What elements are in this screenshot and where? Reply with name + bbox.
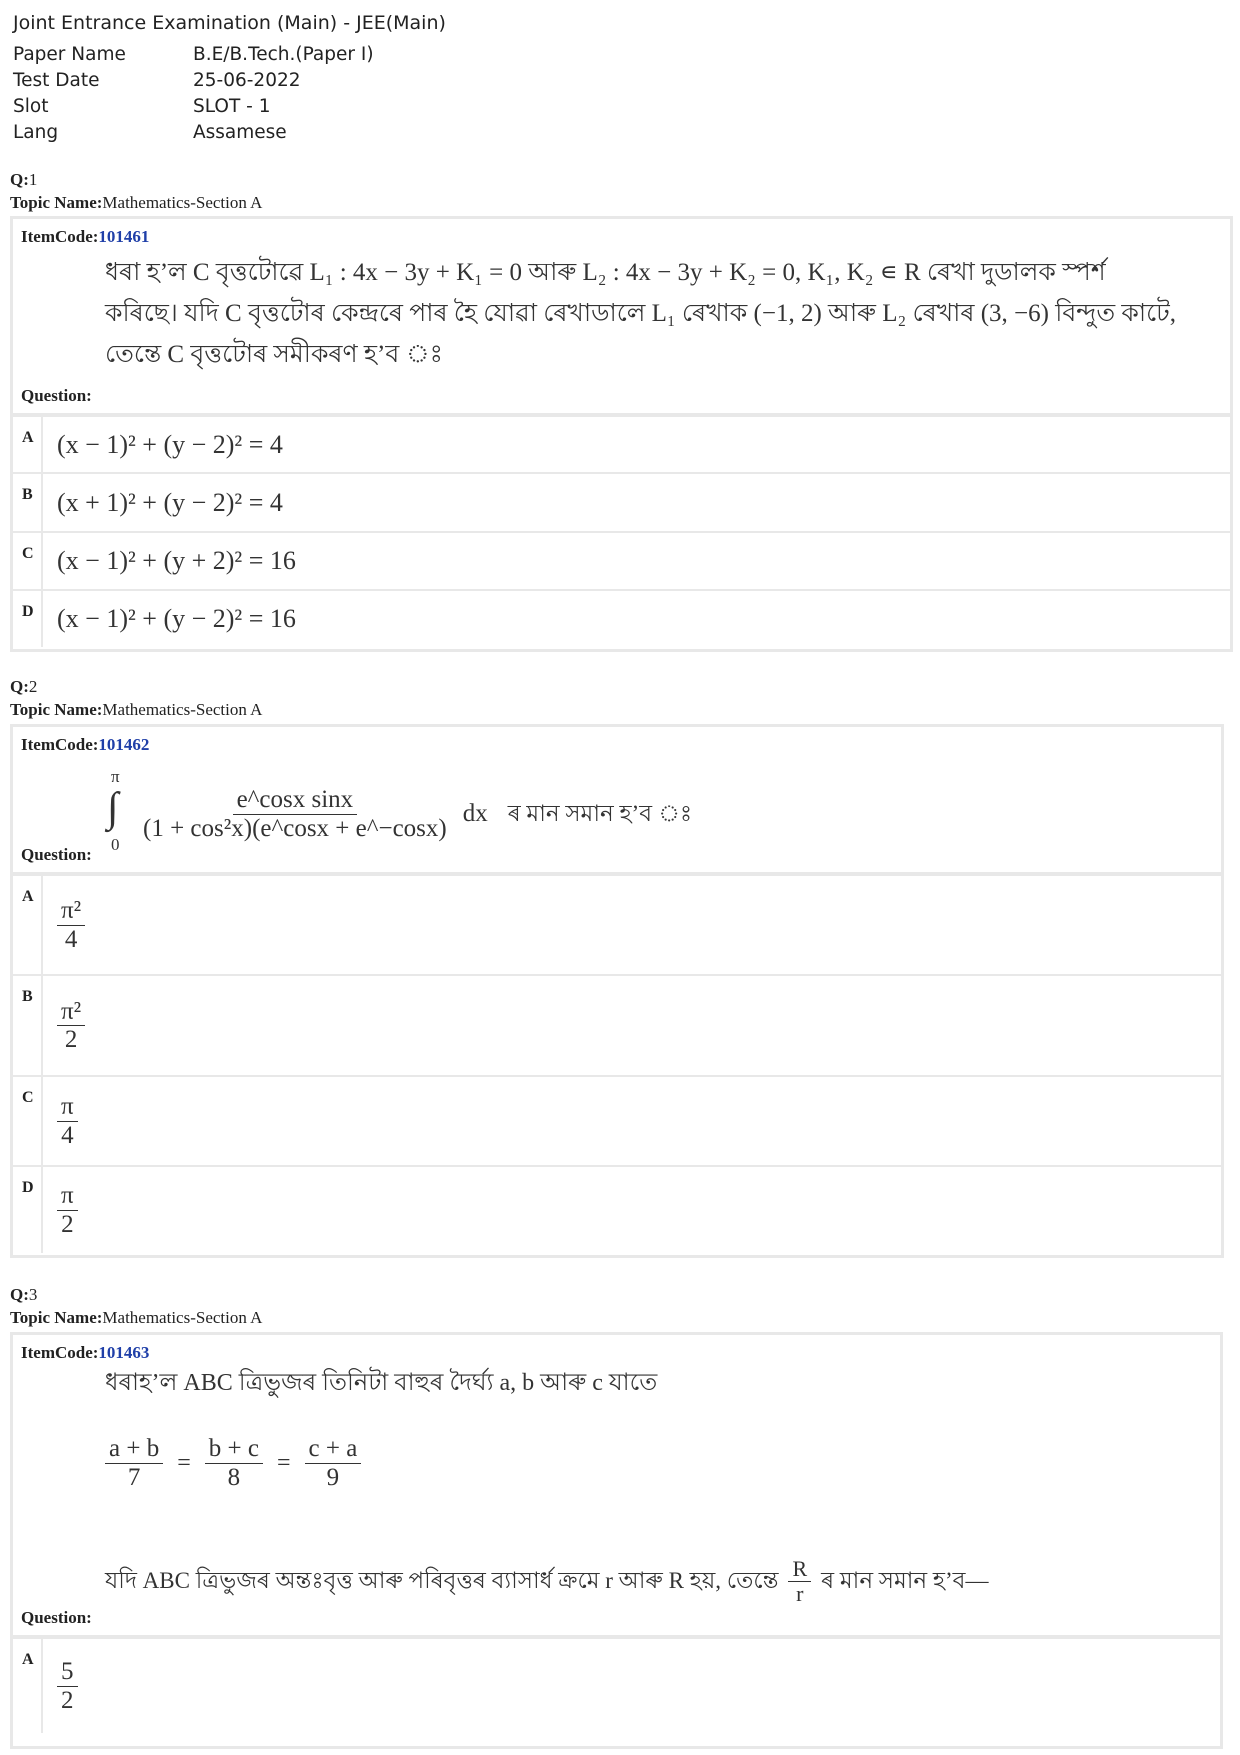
equals-sign: = <box>276 1449 291 1476</box>
option-letter: B <box>13 474 43 531</box>
option-text: (x − 1)² + (y − 2)² = 4 <box>57 429 283 459</box>
integral-lower-limit: 0 <box>111 835 120 854</box>
integrand-fraction <box>139 786 451 842</box>
topic-name: Topic Name:Mathematics-Section A <box>10 193 263 212</box>
integral-symbol: ∫ <box>107 785 119 831</box>
meta-row-paper <box>13 42 374 68</box>
option-d[interactable] <box>13 589 1230 647</box>
ratio-fraction: $\frac{c + a}{9}$ <box>305 1435 362 1491</box>
meta-key: Lang <box>13 122 59 143</box>
r-ratio-fraction: $\frac{R}{r}$ <box>788 1557 811 1606</box>
question-header <box>13 1335 1220 1637</box>
question-line: ধৰাহ’ল ABC ত্ৰিভুজৰ তিনিটা বাহুৰ দৈৰ্ঘ্য a, b আৰু c যাতে <box>105 1370 658 1396</box>
meta-key: Paper Name <box>13 44 126 65</box>
item-code: ItemCode:101463 <box>21 1343 150 1362</box>
integrand-numerator: e^cosx sinx <box>233 786 358 815</box>
option-letter: A <box>13 1639 43 1733</box>
equals-sign: = <box>177 1449 191 1476</box>
question-label: Question: <box>21 845 92 864</box>
option-letter: C <box>13 1077 43 1165</box>
ratio-equation <box>105 1435 361 1491</box>
meta-row-lang <box>13 120 374 146</box>
meta-key: Test Date <box>13 70 100 91</box>
meta-value: B.E/B.Tech.(Paper I) <box>193 44 374 65</box>
question-line: ধৰা হ’ল C বৃত্তটোৱে L₁ : 4x − 3y + K₁ = 0 আৰু L₂ : 4x − 3y + K₂ = 0, K₁, K₂ ∊ R ৰেখা দুডালক স্পৰ্শ <box>105 259 1106 286</box>
option-a[interactable] <box>13 874 1221 974</box>
ratio-fraction: $\frac{b + c}{8}$ <box>205 1435 263 1491</box>
option-fraction: $\frac{\text{π²}}{2}$ <box>43 976 1221 1075</box>
option-fraction: $\frac{\pi}{2}$ <box>43 1167 1221 1253</box>
question-line: কৰিছে। যদি C বৃত্তটোৰ কেন্দ্ৰৰে পাৰ হৈ যোৱা ৰেখাডালে L₁ ৰেখাক (−1, 2) আৰু L₂ ৰেখাৰ (3, −6) বিন্দুত কাটে, <box>105 300 1176 327</box>
option-letter: B <box>13 976 43 1075</box>
meta-value: Assamese <box>193 122 287 143</box>
item-code: ItemCode:101462 <box>21 735 150 754</box>
integral-dx: dx <box>462 800 488 827</box>
question-line: তেন্তে C বৃত্তটোৰ সমীকৰণ হ’ব ঃ <box>105 341 443 368</box>
option-text: (x + 1)² + (y − 2)² = 4 <box>57 487 283 517</box>
option-letter: D <box>13 1167 43 1253</box>
option-b[interactable] <box>13 974 1221 1075</box>
option-letter: A <box>13 417 43 472</box>
option-letter: D <box>13 591 43 647</box>
option-a[interactable] <box>13 415 1230 472</box>
integrand-denominator: (1 + cos²x)(e^cosx + e^−cosx) <box>143 814 447 842</box>
question-tail: ৰ মান সমান হ’ব ঃ <box>507 800 693 826</box>
question-panel-3 <box>10 1332 1223 1749</box>
question-number: Q:3 <box>10 1285 38 1304</box>
question-header <box>13 219 1230 415</box>
integral-upper-limit: π <box>111 767 120 786</box>
integral-sign <box>105 767 133 857</box>
question-label: Question: <box>21 386 92 405</box>
option-c[interactable] <box>13 531 1230 589</box>
exam-title: Joint Entrance Examination (Main) - JEE(Main) <box>13 12 446 34</box>
option-text: (x − 1)² + (y − 2)² = 16 <box>57 604 296 633</box>
option-fraction: $\frac{\text{π²}}{4}$ <box>43 876 1221 974</box>
topic-name: Topic Name:Mathematics-Section A <box>10 1308 263 1327</box>
meta-row-slot <box>13 94 374 120</box>
question-line <box>105 1557 988 1606</box>
topic-name: Topic Name:Mathematics-Section A <box>10 700 263 719</box>
question-header <box>13 727 1221 874</box>
meta-key: Slot <box>13 96 49 117</box>
ratio-fraction: $\frac{a + b}{7}$ <box>105 1435 163 1491</box>
question-tail: ৰ মান সমান হ’ব— <box>821 1568 989 1594</box>
question-panel-1 <box>10 216 1233 652</box>
question-panel-2 <box>10 724 1224 1258</box>
option-b[interactable] <box>13 472 1230 531</box>
question-label: Question: <box>21 1608 92 1627</box>
meta-value: SLOT - 1 <box>193 96 271 117</box>
option-letter: A <box>13 876 43 974</box>
option-letter: C <box>13 533 43 589</box>
question-line-text: যদি ABC ত্ৰিভুজৰ অন্তঃবৃত্ত আৰু পৰিবৃত্তৰ ব্যাসাৰ্ধ ক্ৰমে r আৰু R হয়, তেন্তে <box>105 1568 779 1594</box>
question-text <box>105 252 1176 375</box>
integral-expression <box>105 767 693 857</box>
question-number: Q:1 <box>10 170 38 189</box>
option-a[interactable] <box>13 1637 1220 1733</box>
option-c[interactable] <box>13 1075 1221 1165</box>
item-code: ItemCode:101461 <box>21 227 150 246</box>
option-d[interactable] <box>13 1165 1221 1253</box>
option-fraction: $\frac{\pi}{4}$ <box>43 1077 1221 1165</box>
option-text: (x − 1)² + (y + 2)² = 16 <box>57 546 296 575</box>
exam-meta <box>13 42 374 146</box>
meta-row-date <box>13 68 374 94</box>
option-fraction: $\frac{5}{2}$ <box>43 1639 1220 1733</box>
meta-value: 25-06-2022 <box>193 70 301 91</box>
question-number: Q:2 <box>10 677 38 696</box>
